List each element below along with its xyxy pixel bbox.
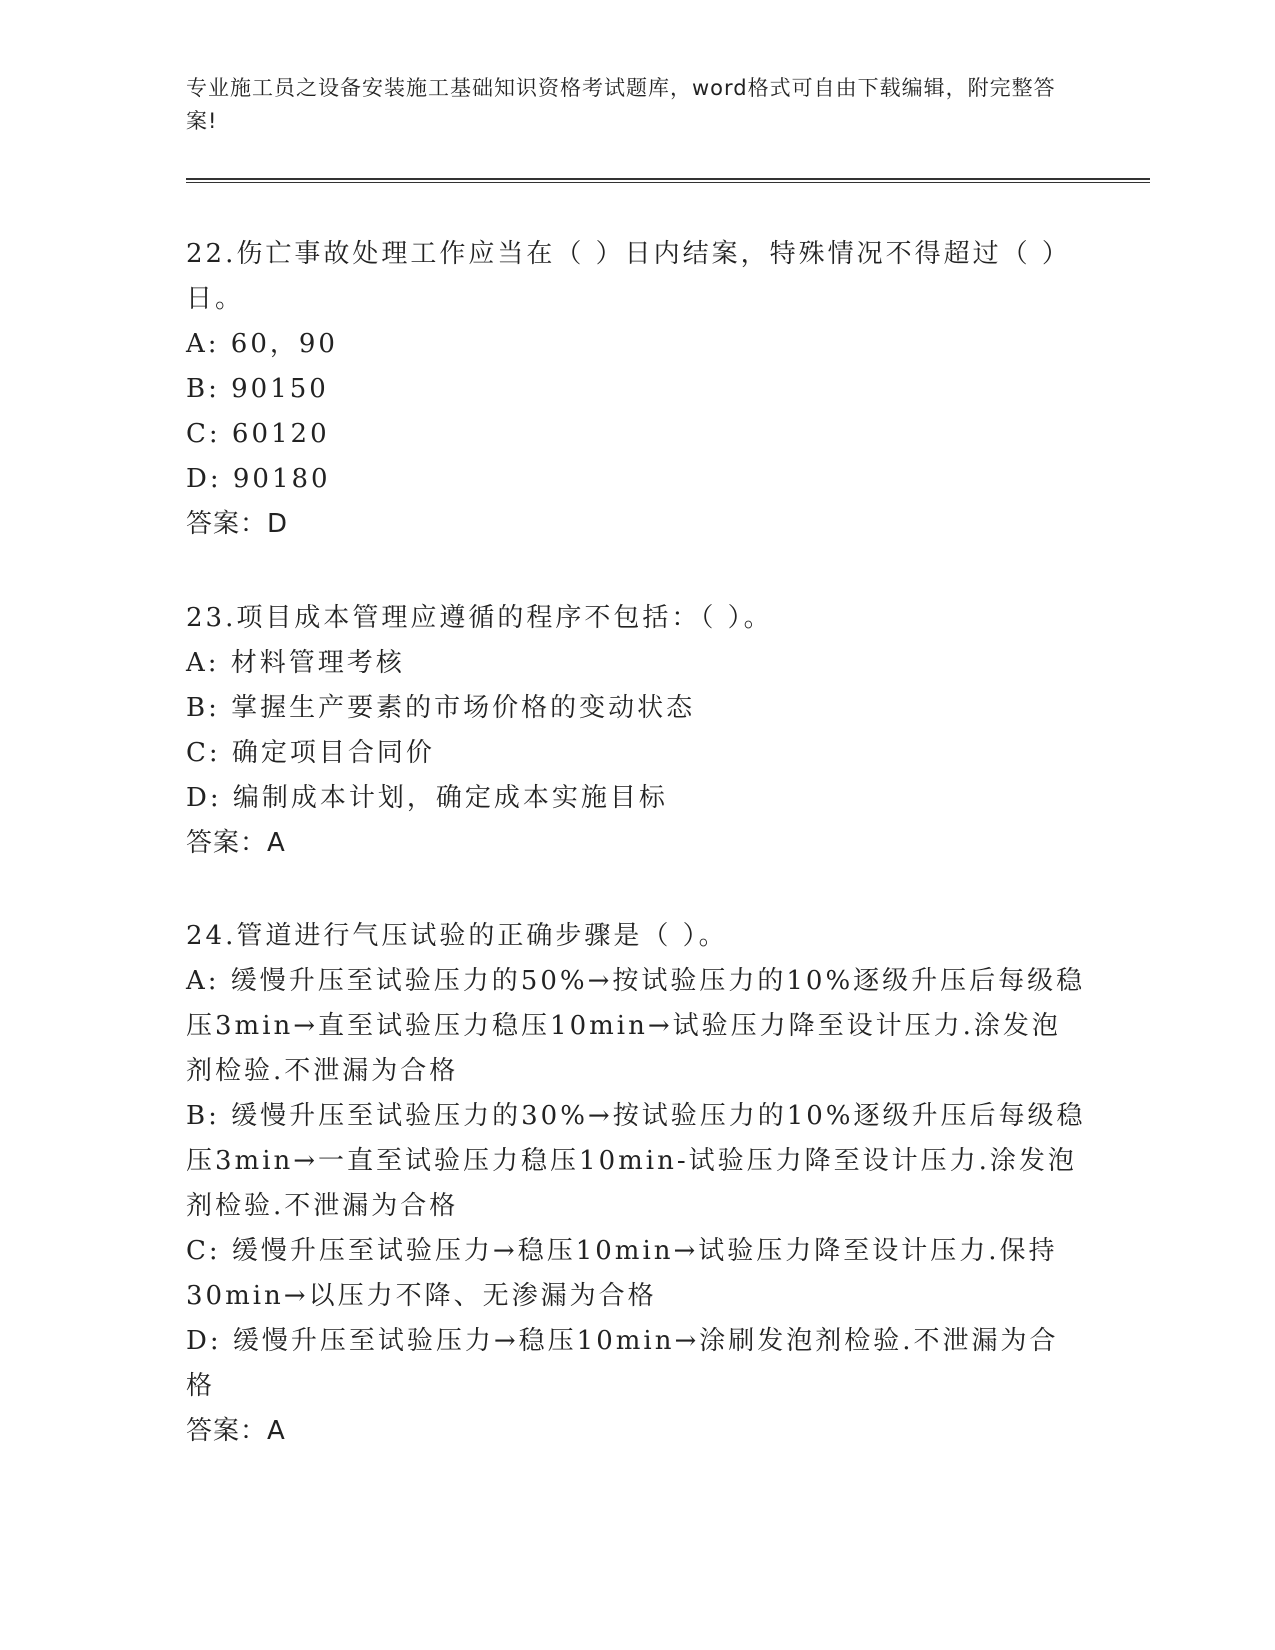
option-d: D: 编制成本计划，确定成本实施目标: [186, 783, 668, 813]
question-24: [186, 914, 1086, 1454]
answer-line: 答案：A: [186, 1416, 286, 1446]
option-a: A: 缓慢升压至试验压力的50%→按试验压力的10%逐级升压后每级稳压3min→直至试验压力稳压10min→试验压力降至设计压力.涂发泡剂检验.不泄漏为合格: [186, 966, 1086, 1086]
question-23: [186, 596, 1086, 866]
question-22: [186, 232, 1086, 547]
header-divider: [186, 178, 1150, 183]
question-stem: 24.管道进行气压试验的正确步骤是（ ）。: [186, 921, 728, 951]
question-stem: 22.伤亡事故处理工作应当在（ ）日内结案，特殊情况不得超过（ ）日。: [186, 239, 1071, 314]
document-header-title: 专业施工员之设备安装施工基础知识资格考试题库，word格式可自由下载编辑，附完整答案!: [186, 76, 1056, 133]
option-b: B: 掌握生产要素的市场价格的变动状态: [186, 693, 696, 723]
option-c: C: 确定项目合同价: [186, 738, 435, 768]
option-b: B: 缓慢升压至试验压力的30%→按试验压力的10%逐级升压后每级稳压3min→一直至试验压力稳压10min-试验压力降至设计压力.涂发泡剂检验.不泄漏为合格: [186, 1101, 1086, 1221]
option-c: C: 缓慢升压至试验压力→稳压10min→试验压力降至设计压力.保持30min→以压力不降、无渗漏为合格: [186, 1236, 1058, 1311]
option-b: B: 90150: [186, 374, 329, 404]
answer-line: 答案：D: [186, 509, 289, 539]
option-d: D: 90180: [186, 464, 331, 494]
answer-line: 答案：A: [186, 828, 286, 858]
option-a: A: 材料管理考核: [186, 648, 405, 678]
question-stem: 23.项目成本管理应遵循的程序不包括：（ ）。: [186, 603, 773, 633]
option-a: A: 60，90: [186, 329, 338, 359]
option-d: D: 缓慢升压至试验压力→稳压10min→涂刷发泡剂检验.不泄漏为合格: [186, 1326, 1059, 1401]
option-c: C: 60120: [186, 419, 330, 449]
